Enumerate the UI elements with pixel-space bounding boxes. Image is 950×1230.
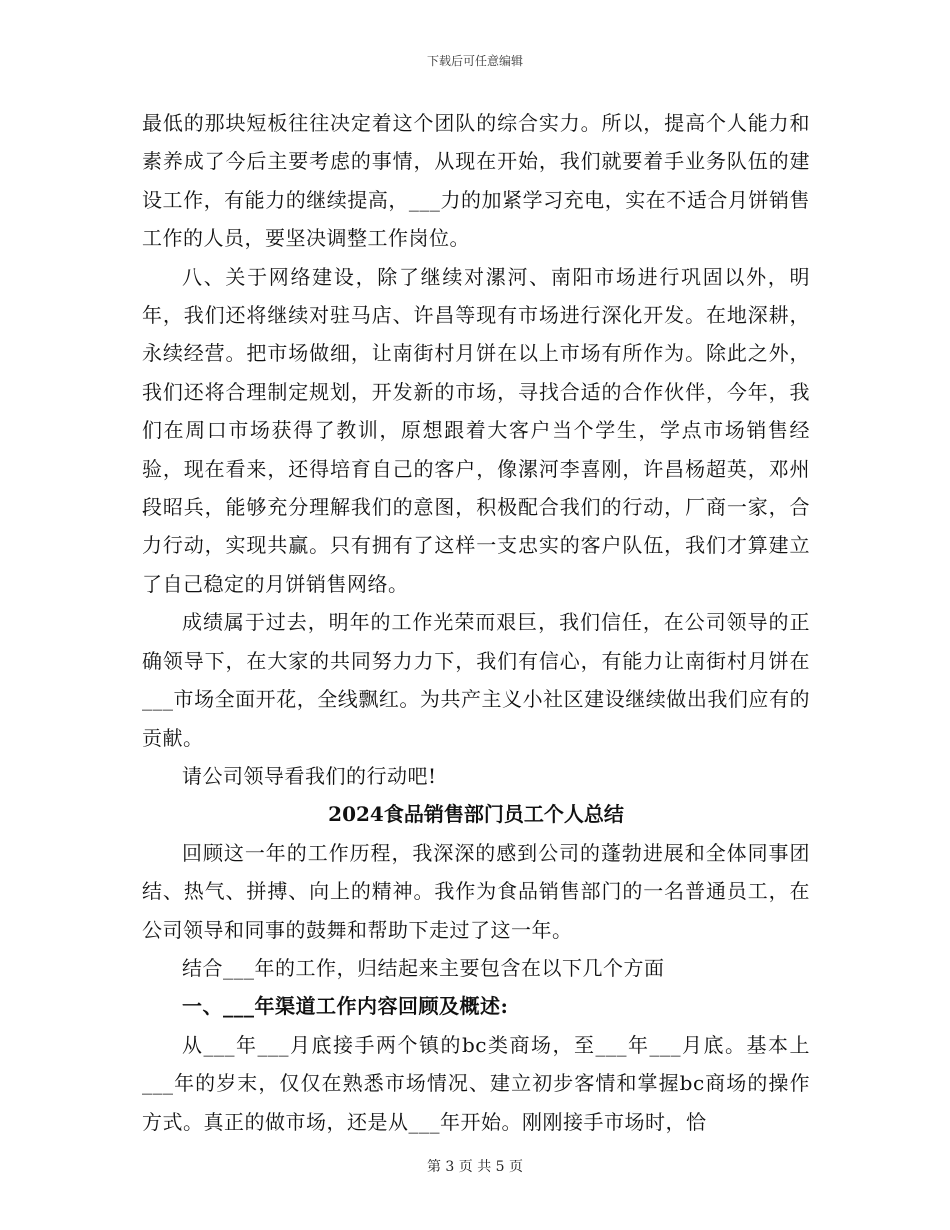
page-number: 第 3 页 共 5 页 <box>426 1159 524 1175</box>
document-body <box>142 104 810 1141</box>
section-heading-channel-review: 一、___年渠道工作内容回顾及概述: <box>182 994 509 1019</box>
paragraph-year-review: 回顾这一年的工作历程，我深深的感到公司的蓬勃进展和全体同事团结、热气、拼搏、向上的精神。我作为食品销售部门的一名普通员工，在公司领导和同事的鼓舞和帮助下走过了这一年。 <box>142 840 810 942</box>
paragraph-summary-intro: 结合___年的工作，归结起来主要包含在以下几个方面 <box>182 955 665 980</box>
paragraph-achievements: 成绩属于过去，明年的工作光荣而艰巨，我们信任，在公司领导的正确领导下，在大家的共同努力力下，我们有信心，有能力让南街村月饼在___市场全面开花，全线飘红。为共产主义小社区建设继续做出我们应有的贡献。 <box>142 610 810 750</box>
document-title: 2024食品销售部门员工个人总结 <box>328 802 624 827</box>
paragraph-market-takeover: 从___年___月底接手两个镇的bc类商场，至___年___月底。基本上___年的岁末，仅仅在熟悉市场情况、建立初步客情和掌握bc商场的操作方式。真正的做市场，还是从___年开始。刚刚接手市场时，恰 <box>142 1032 810 1134</box>
paragraph-team-capability: 最低的那块短板往往决定着这个团队的综合实力。所以，提高个人能力和素养成了今后主要考虑的事情，从现在开始，我们就要着手业务队伍的建设工作，有能力的继续提高，___力的加紧学习充电，实在不适合月饼销售工作的人员，要坚决调整工作岗位。 <box>142 111 810 251</box>
header-note: 下载后可任意编辑 <box>426 54 523 68</box>
paragraph-closing-call: 请公司领导看我们的行动吧! <box>182 763 437 788</box>
paragraph-network-building: 八、关于网络建设，除了继续对漯河、南阳市场进行巩固以外，明年，我们还将继续对驻马店、许昌等现有市场进行深化开发。在地深耕，永续经营。把市场做细，让南街村月饼在以上市场有所作为。除此之外，我们还将合理制定规划，开发新的市场，寻找合适的合作伙伴，今年，我们在周口市场获得了教训，原想跟着大客户当个学生，学点市场销售经验，现在看来，还得培育自己的客户，像漯河李喜刚，许昌杨超英，邓州段昭兵，能够充分理解我们的意图，积极配合我们的行动，厂商一家，合力行动，实现共赢。只有拥有了这样一支忠实的客户队伍，我们才算建立了自己稳定的月饼销售网络。 <box>142 264 810 596</box>
